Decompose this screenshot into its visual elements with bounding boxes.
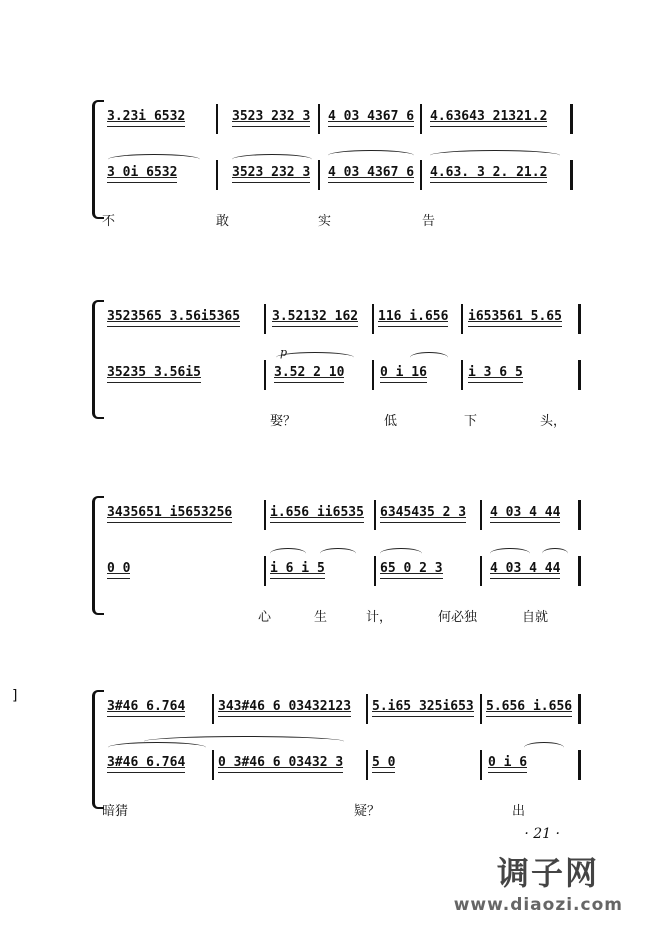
margin-bracket-mark: ] bbox=[12, 688, 18, 704]
slur bbox=[524, 742, 564, 753]
system-brace bbox=[92, 690, 104, 809]
barline bbox=[216, 104, 218, 134]
lyric: 计， bbox=[366, 610, 393, 625]
barline bbox=[264, 556, 266, 586]
score-system-2 bbox=[92, 300, 592, 429]
measure: 5.656 i.656 bbox=[486, 699, 573, 714]
system-brace bbox=[92, 300, 104, 419]
measure: 35235 3.56i5 bbox=[107, 365, 201, 380]
score-system-1 bbox=[92, 100, 592, 229]
measure: 0 i 6 bbox=[488, 755, 528, 770]
barline bbox=[318, 104, 320, 134]
barline bbox=[480, 500, 482, 530]
barline bbox=[420, 160, 422, 190]
lower-staff bbox=[104, 750, 592, 780]
slur bbox=[232, 154, 312, 165]
slur bbox=[144, 736, 344, 747]
slur bbox=[328, 150, 414, 161]
lyric: 告 bbox=[422, 214, 436, 229]
lyric: 心 bbox=[258, 610, 272, 625]
upper-staff bbox=[104, 694, 592, 724]
barline bbox=[578, 556, 581, 586]
barline bbox=[372, 360, 374, 390]
measure: 3523565 3.56i5365 bbox=[107, 309, 241, 324]
barline bbox=[212, 694, 214, 724]
measure: 5 0 bbox=[372, 755, 396, 770]
measure: 3523 232 3 bbox=[232, 165, 311, 180]
lyric: 实 bbox=[318, 214, 332, 229]
barline bbox=[570, 104, 573, 134]
measure: 4 03 4367 6 bbox=[328, 109, 415, 124]
measure: i.656 ii6535 bbox=[270, 505, 364, 520]
measure: 65 0 2 3 bbox=[380, 561, 443, 576]
barline bbox=[216, 160, 218, 190]
lyrics-line bbox=[92, 410, 612, 430]
slur bbox=[490, 548, 530, 559]
lyric: 何必独 bbox=[438, 610, 478, 625]
slur bbox=[320, 548, 356, 559]
page-number: · 21 · bbox=[524, 826, 560, 842]
lyric: 自就 bbox=[522, 610, 549, 625]
lyric: 低 bbox=[384, 414, 398, 429]
measure: i653561 5.65 bbox=[468, 309, 562, 324]
lyrics-line bbox=[92, 606, 612, 626]
slur bbox=[270, 548, 306, 559]
lower-staff bbox=[104, 160, 592, 190]
lyric: 不 bbox=[102, 214, 116, 229]
barline bbox=[480, 750, 482, 780]
lyrics-line bbox=[92, 800, 612, 820]
measure: 0 3#46 6 03432 3 bbox=[218, 755, 344, 770]
measure: 4 03 4367 6 bbox=[328, 165, 415, 180]
barline bbox=[578, 694, 581, 724]
barline bbox=[264, 360, 266, 390]
barline bbox=[366, 694, 368, 724]
barline bbox=[212, 750, 214, 780]
barline bbox=[372, 304, 374, 334]
barline bbox=[461, 304, 463, 334]
lower-staff bbox=[104, 346, 592, 390]
watermark-url: www.diaozi.com bbox=[453, 895, 623, 915]
upper-staff bbox=[104, 304, 592, 334]
slur bbox=[410, 352, 448, 363]
slur bbox=[542, 548, 568, 559]
measure: 3.23i 6532 bbox=[107, 109, 186, 124]
slur bbox=[276, 352, 354, 363]
measure: i 3 6 5 bbox=[468, 365, 523, 380]
barline bbox=[366, 750, 368, 780]
slur bbox=[380, 548, 422, 559]
barline bbox=[480, 556, 482, 586]
measure: 6345435 2 3 bbox=[380, 505, 467, 520]
barline bbox=[578, 360, 581, 390]
barline bbox=[480, 694, 482, 724]
barline bbox=[570, 160, 573, 190]
measure: 3#46 6.764 bbox=[107, 755, 186, 770]
barline bbox=[264, 304, 266, 334]
barline bbox=[264, 500, 266, 530]
system-brace bbox=[92, 496, 104, 615]
measure: 0 0 bbox=[107, 561, 131, 576]
lyric: 出 bbox=[512, 804, 526, 819]
measure: 0 i 16 bbox=[380, 365, 427, 380]
measure: 3523 232 3 bbox=[232, 109, 311, 124]
dynamic-mark: p bbox=[280, 346, 288, 359]
lyric: 娶？ bbox=[270, 414, 297, 429]
upper-staff bbox=[104, 500, 592, 530]
measure: 343#46 6 03432123 bbox=[218, 699, 352, 714]
measure: 4.63643 21321.2 bbox=[430, 109, 548, 124]
barline bbox=[420, 104, 422, 134]
measure: 4 03 4 44 bbox=[490, 505, 561, 520]
barline bbox=[461, 360, 463, 390]
measure: 4.63. 3 2. 21.2 bbox=[430, 165, 548, 180]
barline bbox=[318, 160, 320, 190]
measure: 3.52132 162 bbox=[272, 309, 359, 324]
measure: 5.i65 325i653 bbox=[372, 699, 474, 714]
measure: 116 i.656 bbox=[378, 309, 449, 324]
barline bbox=[374, 556, 376, 586]
lyric: 生 bbox=[314, 610, 328, 625]
barline bbox=[578, 304, 581, 334]
lyrics-line bbox=[92, 210, 612, 230]
lower-staff bbox=[104, 556, 592, 586]
measure: 3#46 6.764 bbox=[107, 699, 186, 714]
lyric: 下 bbox=[464, 414, 478, 429]
watermark-title: 调子网 bbox=[496, 854, 599, 892]
system-brace bbox=[92, 100, 104, 219]
barline bbox=[578, 500, 581, 530]
barline bbox=[578, 750, 581, 780]
slur bbox=[430, 150, 560, 161]
measure: 3 0i 6532 bbox=[107, 165, 178, 180]
slur bbox=[108, 154, 200, 165]
measure: 3435651 i5653256 bbox=[107, 505, 233, 520]
upper-staff bbox=[104, 104, 592, 134]
measure: 4 03 4 44 bbox=[490, 561, 561, 576]
score-system-4 bbox=[92, 690, 592, 819]
lyric: 暗猜 bbox=[102, 804, 129, 819]
measure: 3.52 2 10 bbox=[274, 365, 345, 380]
measure: i 6 i 5 bbox=[270, 561, 325, 576]
score-system-3 bbox=[92, 496, 592, 625]
lyric: 疑？ bbox=[354, 804, 381, 819]
barline bbox=[374, 500, 376, 530]
lyric: 头， bbox=[540, 414, 567, 429]
lyric: 敢 bbox=[216, 214, 230, 229]
